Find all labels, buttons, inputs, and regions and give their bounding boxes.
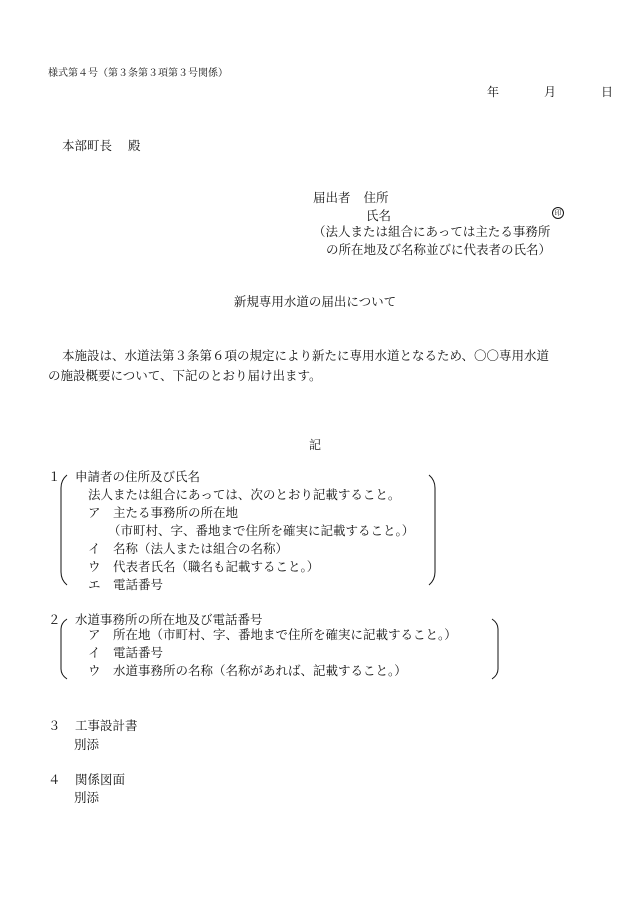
item-3-heading bbox=[48, 716, 138, 734]
date-day: 日 bbox=[601, 85, 614, 99]
item-2-title: 水道事務所の所在地及び電話番号 bbox=[75, 612, 263, 627]
addressee bbox=[62, 136, 141, 154]
item-2-line-1: ア 所在地（市町村、字、番地まで住所を確実に記載すること。） bbox=[88, 627, 457, 642]
item-1-left-bracket bbox=[58, 474, 68, 586]
note-line-2: の所在地及び名称並びに代表者の氏名） bbox=[326, 242, 552, 257]
item-1-line-1: 法人または組合にあっては、次のとおり記載すること。 bbox=[88, 487, 401, 502]
address-label: 住所 bbox=[363, 190, 389, 205]
item-1-line-3: （市町村、字、番地まで住所を確実に記載すること。） bbox=[108, 523, 415, 538]
notifier-label: 届出者 bbox=[313, 190, 351, 205]
addressee-honorific: 殿 bbox=[128, 138, 141, 153]
body-paragraph bbox=[48, 346, 588, 386]
item-4-title: 関係図面 bbox=[75, 772, 126, 787]
item-4-detail: 別添 bbox=[74, 790, 100, 805]
item-4-heading bbox=[48, 770, 125, 788]
body-line-1: 本施設は、水道法第３条第６項の規定により新たに専用水道となるため、〇〇専用水道 bbox=[62, 348, 550, 363]
item-1-title: 申請者の住所及び氏名 bbox=[75, 469, 201, 484]
body-line-2: の施設概要について、下記のとおり届け出ます。 bbox=[48, 368, 322, 383]
addressee-name: 本部町長 bbox=[62, 138, 113, 153]
item-2-number: ２ bbox=[48, 612, 61, 627]
date-month: 月 bbox=[544, 85, 557, 99]
item-2-left-bracket bbox=[58, 618, 68, 680]
note-line-1: （法人または組合にあっては主たる事務所 bbox=[313, 224, 551, 239]
item-1-right-bracket bbox=[428, 474, 438, 586]
item-1-line-2: ア 主たる事務所の所在地 bbox=[88, 505, 239, 520]
item-3-title: 工事設計書 bbox=[75, 718, 138, 733]
item-3-number: ３ bbox=[48, 718, 61, 733]
name-label: 氏名 bbox=[366, 208, 392, 223]
date-year: 年 bbox=[487, 85, 500, 99]
item-2-line-2: イ 電話番号 bbox=[88, 645, 164, 660]
item-3-detail: 別添 bbox=[74, 737, 100, 752]
item-1-heading bbox=[48, 467, 200, 485]
ki-heading: 記 bbox=[308, 438, 321, 452]
item-4-number: ４ bbox=[48, 772, 61, 787]
item-1-line-4: イ 名称（法人または組合の名称） bbox=[88, 541, 289, 556]
item-2-details bbox=[76, 626, 457, 680]
seal-mark: 印 bbox=[552, 207, 564, 219]
notifier-block bbox=[313, 189, 391, 225]
item-1-line-6: エ 電話番号 bbox=[88, 577, 164, 592]
item-2-line-3: ウ 水道事務所の名称（名称があれば、記載すること。） bbox=[88, 663, 407, 678]
item-1-line-5: ウ 代表者氏名（職名も記載すること。） bbox=[88, 559, 320, 574]
notifier-note bbox=[313, 223, 551, 259]
item-1-details bbox=[76, 486, 414, 594]
item-1-number: １ bbox=[48, 469, 61, 484]
date-line bbox=[487, 83, 613, 100]
form-number: 様式第４号（第３条第３項第３号関係） bbox=[48, 68, 228, 79]
document-title: 新規専用水道の届出について bbox=[233, 294, 397, 309]
item-2-right-bracket bbox=[491, 618, 501, 680]
